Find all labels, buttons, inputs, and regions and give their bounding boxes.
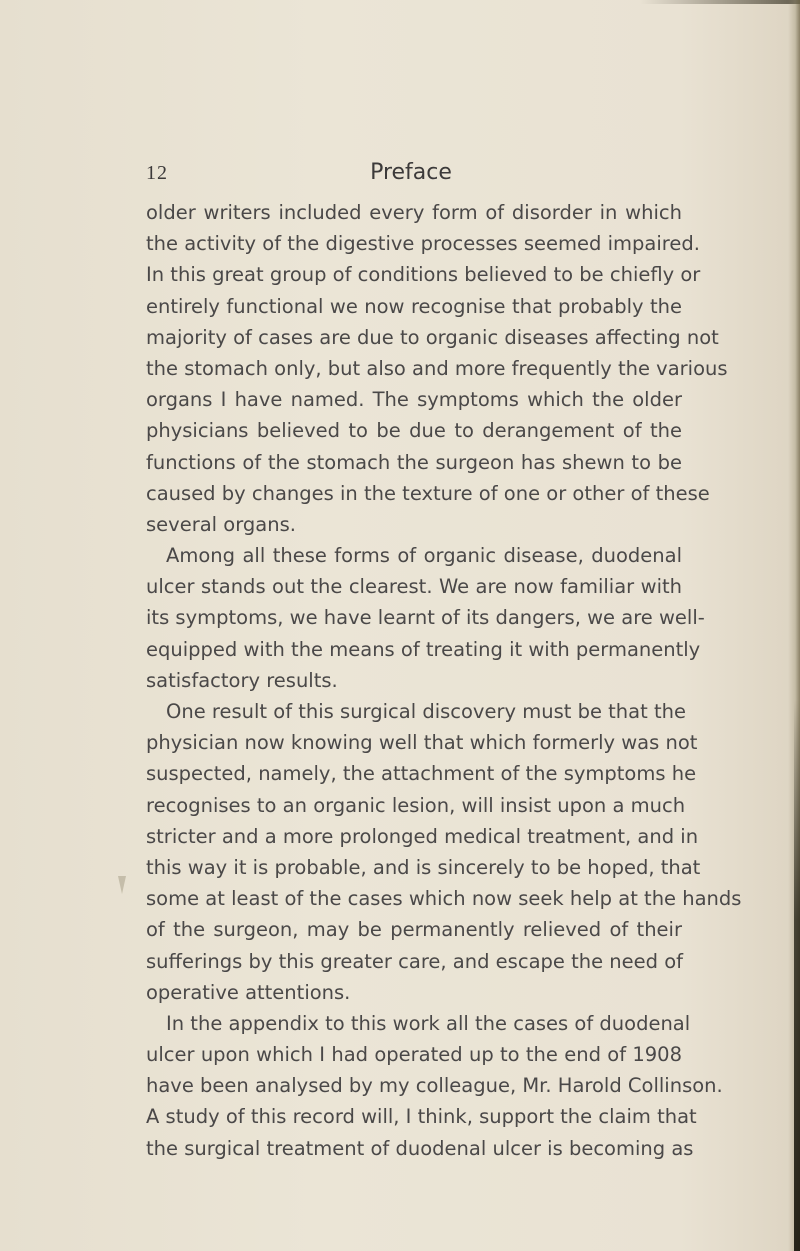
text-line: sufferings by this greater care, and escape the need of xyxy=(146,949,684,973)
text-line: In this great group of conditions believed to be chiefly or xyxy=(146,263,701,287)
text-line: the surgical treatment of duodenal ulcer is becoming as xyxy=(146,1136,694,1160)
text-line: In the appendix to this work all the cases of duodenal xyxy=(166,1011,691,1035)
text-line: Among all these forms of organic disease, duodenal xyxy=(166,544,682,568)
text-line: have been analysed by my colleague, Mr. Harold Collinson. xyxy=(146,1074,723,1098)
text-line: suspected, namely, the attachment of the symptoms he xyxy=(146,762,697,786)
page-top-shadow xyxy=(640,0,800,4)
text-line: recognises to an organic lesion, will insist upon a much xyxy=(146,793,686,817)
text-line: the stomach only, but also and more frequently the various xyxy=(146,356,728,380)
running-head-title: Preface xyxy=(370,160,452,185)
page-binding-shadow xyxy=(794,700,800,1251)
text-line: functions of the stomach the surgeon has shewn to be xyxy=(146,450,682,474)
text-line: ulcer stands out the clearest. We are now familiar with xyxy=(146,575,682,599)
text-line: older writers included every form of disorder in which xyxy=(146,201,682,224)
text-line: this way it is probable, and is sincerely to be hoped, that xyxy=(146,855,701,879)
text-line: organs I have named. The symptoms which the older xyxy=(146,388,682,412)
text-line: majority of cases are due to organic diseases affecting not xyxy=(146,325,719,349)
text-line: several organs. xyxy=(146,512,296,536)
margin-pencil-mark xyxy=(118,876,126,894)
text-line: its symptoms, we have learnt of its dangers, we are well- xyxy=(146,606,705,630)
body-text xyxy=(146,197,742,1164)
text-line: equipped with the means of treating it with permanently xyxy=(146,637,701,661)
text-line: A study of this record will, I think, support the claim that xyxy=(146,1105,697,1129)
text-line: caused by changes in the texture of one or other of these xyxy=(146,481,710,505)
page-number: 12 xyxy=(146,162,168,184)
text-line: some at least of the cases which now seek help at the hands xyxy=(146,887,742,911)
text-line: physician now knowing well that which formerly was not xyxy=(146,731,698,755)
text-line: satisfactory results. xyxy=(146,668,338,692)
text-line: physicians believed to be due to derangement of the xyxy=(146,419,682,443)
text-line: of the surgeon, may be permanently relieved of their xyxy=(146,918,682,942)
text-line: entirely functional we now recognise that probably the xyxy=(146,294,682,318)
text-line: stricter and a more prolonged medical treatment, and in xyxy=(146,824,699,848)
text-line: the activity of the digestive processes seemed impaired. xyxy=(146,232,700,256)
text-line: operative attentions. xyxy=(146,980,351,1004)
text-line: One result of this surgical discovery must be that the xyxy=(166,700,686,723)
text-line: ulcer upon which I had operated up to the end of 1908 xyxy=(146,1043,682,1067)
